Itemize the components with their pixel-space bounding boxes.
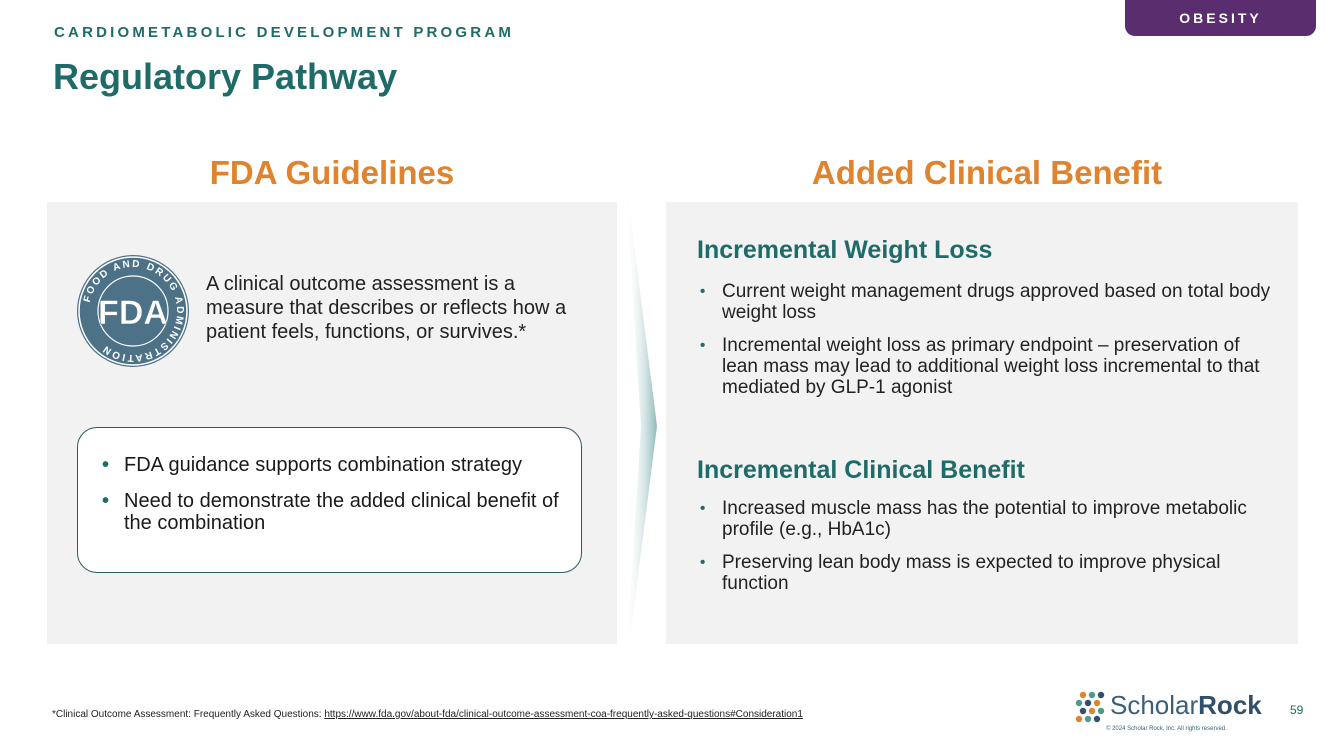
fda-center-text: FDA bbox=[98, 294, 168, 332]
list-item bbox=[698, 498, 1278, 540]
list-item-text: FDA guidance supports combination strategy bbox=[124, 454, 522, 476]
list-item bbox=[100, 454, 570, 476]
footnote-text: *Clinical Outcome Assessment: Frequently Asked Questions: bbox=[52, 709, 325, 720]
scholar-rock-logo-icon bbox=[1074, 690, 1106, 724]
copyright: © 2024 Scholar Rock, Inc. All rights reserved. bbox=[1106, 726, 1227, 732]
list-item bbox=[100, 490, 570, 534]
list-item bbox=[698, 335, 1278, 398]
clinical-benefit-heading: Incremental Clinical Benefit bbox=[697, 456, 1025, 484]
list-item-text: Incremental weight loss as primary endpoint – preservation of lean mass may lead to additional weight loss incremental to that mediated by GLP-1 agonist bbox=[722, 335, 1260, 398]
logo-word-rock: Rock bbox=[1198, 690, 1262, 720]
company-logo-text bbox=[1110, 690, 1262, 721]
clinical-benefit-list bbox=[698, 498, 1278, 606]
fda-ring-text: FOOD AND DRUG ADMINISTRATION bbox=[81, 258, 186, 364]
bullet-icon: • bbox=[700, 283, 706, 300]
logo-word-scholar: Scholar bbox=[1110, 690, 1199, 720]
bullet-icon: • bbox=[700, 337, 706, 354]
page-number: 59 bbox=[1290, 703, 1304, 717]
list-item-text: Increased muscle mass has the potential to improve metabolic profile (e.g., HbA1c) bbox=[722, 498, 1247, 540]
list-item-text: Need to demonstrate the added clinical benefit of the combination bbox=[124, 490, 559, 534]
chevron-divider-icon bbox=[615, 172, 663, 680]
bullet-icon: • bbox=[700, 500, 706, 517]
coa-definition: A clinical outcome assessment is a measure that describes or reflects how a patient feels, functions, or survives.* bbox=[206, 273, 567, 343]
bullet-icon: • bbox=[102, 454, 110, 476]
right-heading: Added Clinical Benefit bbox=[811, 154, 1163, 191]
footnote-link[interactable]: https://www.fda.gov/about-fda/clinical-outcome-assessment-coa-frequently-asked-questions#Consideration1 bbox=[324, 709, 803, 720]
bullet-icon: • bbox=[700, 554, 706, 571]
section-tag: OBESITY bbox=[1125, 0, 1316, 36]
program-label: CARDIOMETABOLIC DEVELOPMENT PROGRAM bbox=[54, 24, 515, 41]
page-title: Regulatory Pathway bbox=[53, 56, 398, 97]
weight-loss-list bbox=[698, 281, 1278, 410]
guidance-list bbox=[100, 454, 570, 548]
fda-seal-icon bbox=[74, 252, 192, 370]
list-item-text: Preserving lean body mass is expected to improve physical function bbox=[722, 552, 1221, 594]
list-item bbox=[698, 281, 1278, 323]
guidance-box bbox=[77, 427, 582, 573]
weight-loss-heading: Incremental Weight Loss bbox=[697, 236, 993, 264]
list-item bbox=[698, 552, 1278, 594]
bullet-icon: • bbox=[102, 490, 110, 512]
list-item-text: Current weight management drugs approved based on total body weight loss bbox=[722, 281, 1271, 323]
left-heading: FDA Guidelines bbox=[209, 154, 455, 191]
footnote bbox=[52, 709, 803, 720]
